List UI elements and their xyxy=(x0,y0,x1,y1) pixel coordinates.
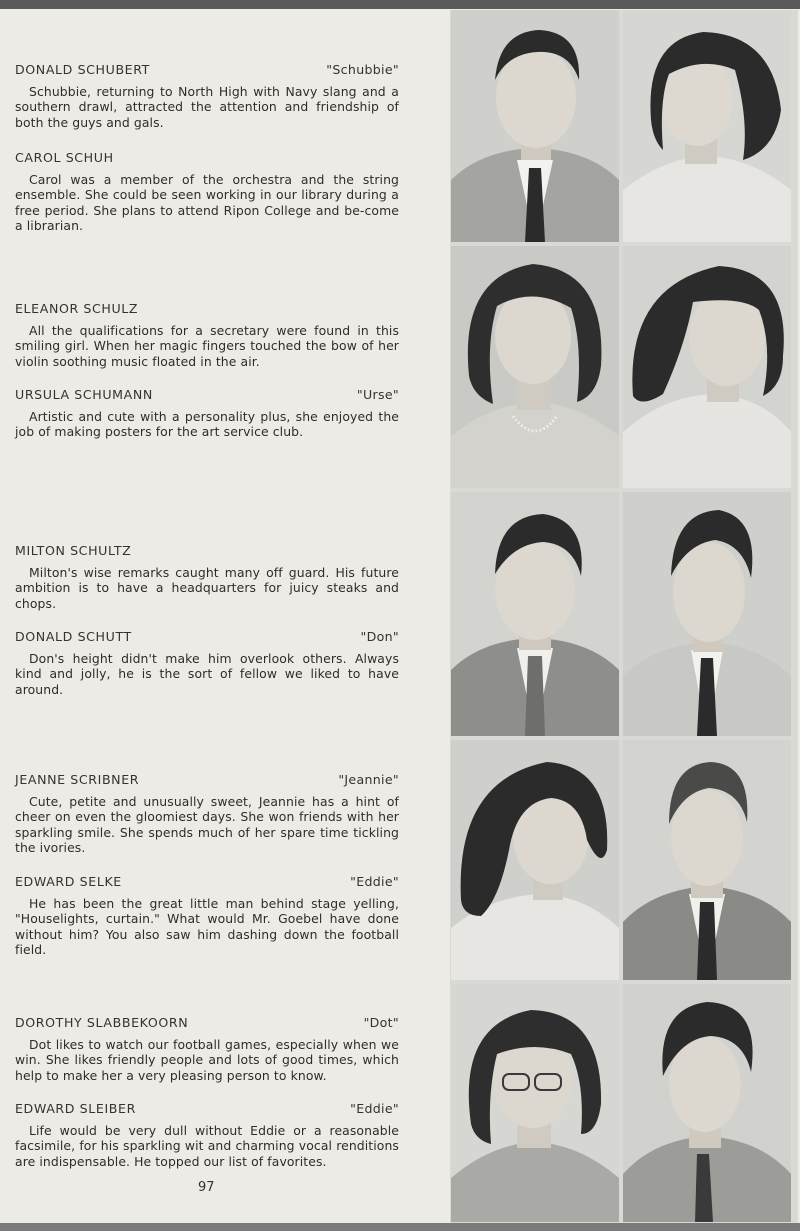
student-bio: All the qualifications for a secretary were found in this smiling girl. When her magic fingers touched the bow of her violin soothing music floated in the air. xyxy=(15,323,399,369)
student-name: EDWARD SLEIBER xyxy=(15,1101,136,1116)
portrait-girl-image xyxy=(623,10,791,242)
student-entry-donald-schutt xyxy=(15,629,399,697)
portrait-dorothy-slabbekoorn xyxy=(451,984,619,1222)
student-nickname: "Don" xyxy=(360,629,399,644)
portrait-boy-image xyxy=(623,492,791,736)
portrait-grid xyxy=(450,10,798,1223)
portrait-carol-schuh xyxy=(623,10,791,242)
student-nickname: "Eddie" xyxy=(350,1101,399,1116)
student-nickname: "Schubbie" xyxy=(326,62,399,77)
student-bio: Cute, petite and unusually sweet, Jeannie has a hint of cheer on even the gloomiest days. She won friends with her sparkling smile. She spends much of her spare time tickling the ivories. xyxy=(15,794,399,856)
portrait-milton-schultz xyxy=(451,492,619,736)
student-bio: Schubbie, returning to North High with Navy slang and a southern drawl, attracted the attention and friendship of both the guys and gals. xyxy=(15,84,399,130)
student-entry-edward-sleiber xyxy=(15,1101,399,1169)
portrait-boy-image xyxy=(623,984,791,1222)
portrait-boy-image xyxy=(451,10,619,242)
portrait-eleanor-schulz xyxy=(451,246,619,488)
portrait-girl-image xyxy=(451,740,619,980)
portrait-donald-schubert xyxy=(451,10,619,242)
student-entry-dorothy-slabbekoorn xyxy=(15,1015,399,1083)
student-name: DONALD SCHUTT xyxy=(15,629,132,644)
student-entry-carol-schuh xyxy=(15,150,399,234)
student-entry-ursula-schumann xyxy=(15,387,399,440)
student-name: EDWARD SELKE xyxy=(15,874,122,889)
student-nickname: "Eddie" xyxy=(350,874,399,889)
portrait-jeanne-scribner xyxy=(451,740,619,980)
student-name: URSULA SCHUMANN xyxy=(15,387,153,402)
student-bio: Dot likes to watch our football games, especially when we win. She likes friendly people and lots of good times, which help to make her a very pleasing person to know. xyxy=(15,1037,399,1083)
student-bio: He has been the great little man behind stage yelling, "Houselights, curtain." What would Mr. Goebel have done without him? You also saw him dashing down the football field. xyxy=(15,896,399,958)
student-entry-eleanor-schulz xyxy=(15,301,399,369)
student-bio: Life would be very dull without Eddie or a reasonable facsimile, for his sparkling wit and charming vocal renditions are indispensable. He topped our list of favorites. xyxy=(15,1123,399,1169)
student-bio: Artistic and cute with a personality plus, she enjoyed the job of making posters for the art service club. xyxy=(15,409,399,440)
student-name: DONALD SCHUBERT xyxy=(15,62,150,77)
student-bio: Milton's wise remarks caught many off guard. His future ambition is to have a headquarters for juicy steaks and chops. xyxy=(15,565,399,611)
portrait-donald-schutt xyxy=(623,492,791,736)
student-name: MILTON SCHULTZ xyxy=(15,543,132,558)
portrait-girl-image xyxy=(451,246,619,488)
portrait-edward-selke xyxy=(623,740,791,980)
page-number: 97 xyxy=(198,1180,215,1195)
student-nickname: "Urse" xyxy=(356,387,399,402)
student-name: CAROL SCHUH xyxy=(15,150,114,165)
bottom-edge xyxy=(0,1223,800,1231)
top-edge xyxy=(0,0,800,9)
student-name: DOROTHY SLABBEKOORN xyxy=(15,1015,189,1030)
student-entry-donald-schubert xyxy=(15,62,399,130)
student-entry-edward-selke xyxy=(15,874,399,958)
student-entry-jeanne-scribner xyxy=(15,772,399,856)
student-bio: Carol was a member of the orchestra and the string ensemble. She could be seen working in our library during a free period. She plans to attend Ripon College and be-come a librarian. xyxy=(15,172,399,234)
portrait-edward-sleiber xyxy=(623,984,791,1222)
portrait-girl-image xyxy=(451,984,619,1222)
student-entry-milton-schultz xyxy=(15,543,399,611)
portrait-boy-image xyxy=(451,492,619,736)
portrait-ursula-schumann xyxy=(623,246,791,488)
student-name: ELEANOR SCHULZ xyxy=(15,301,139,316)
student-nickname: "Jeannie" xyxy=(338,772,399,787)
portrait-girl-image xyxy=(623,246,791,488)
student-bio: Don's height didn't make him overlook others. Always kind and jolly, he is the sort of fellow we liked to have around. xyxy=(15,651,399,697)
student-nickname: "Dot" xyxy=(363,1015,399,1030)
portrait-boy-image xyxy=(623,740,791,980)
student-name: JEANNE SCRIBNER xyxy=(15,772,140,787)
